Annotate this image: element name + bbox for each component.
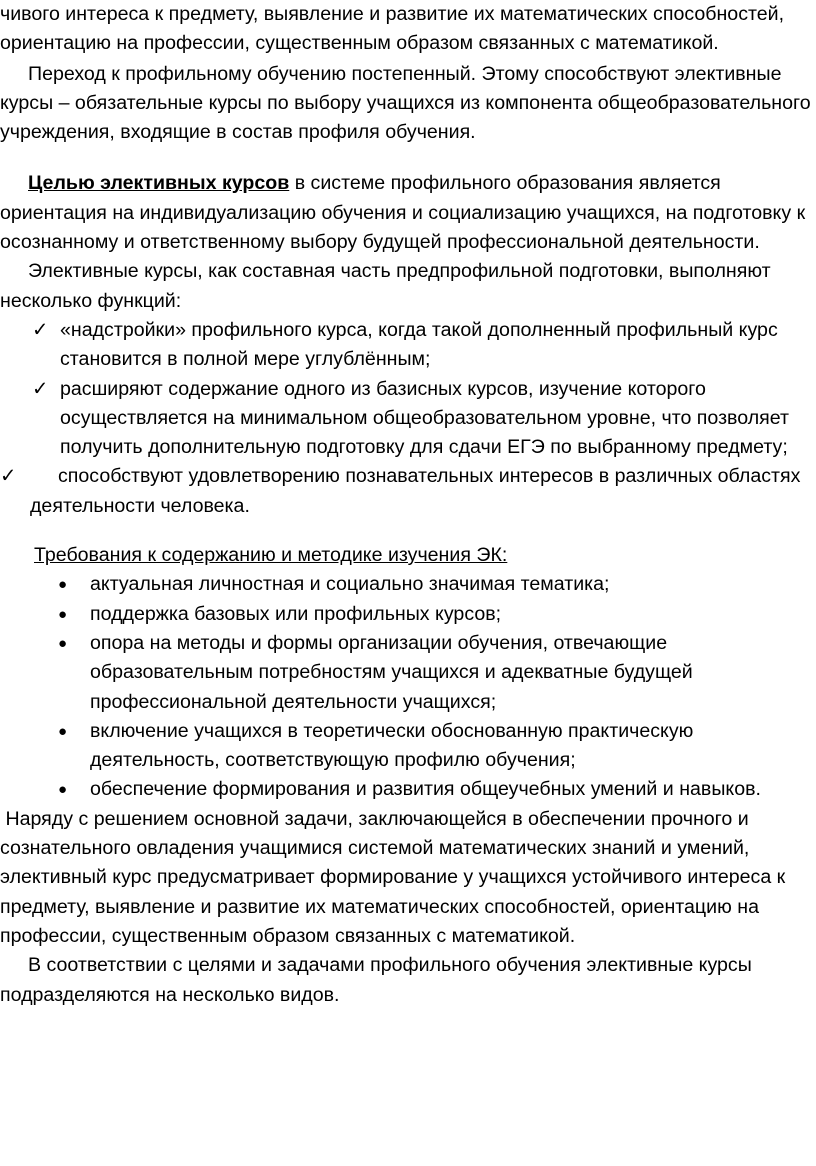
paragraph-transition: Переход к профильному обучению постепенный. Этому способствуют элективные курсы – обязательные курсы по выбору учащихся из компонента общеобразовательного учреждения, входящие в состав профиля обучения. (0, 62, 811, 144)
requirement-text: поддержка базовых или профильных курсов; (90, 602, 502, 625)
goal-lead: Целью элективных курсов (28, 172, 290, 195)
list-item (0, 775, 816, 804)
spacer (0, 521, 816, 541)
function-text: способствуют удовлетворению познавательных интересов в различных областях деятельности человека. (30, 465, 801, 517)
paragraph-alongside: Наряду с решением основной задачи, заключающейся в обеспечении прочного и сознательного овладения учащимися системой математических знаний и умений, элективный курс предусматривает формирование у учащихся устойчивого интереса к предмету, выявление и развитие их математических способностей, ориентацию на профессии, существенным образом связанных с математикой. (0, 807, 791, 947)
list-item (0, 570, 816, 599)
bullet-dot-icon: ● (58, 605, 68, 623)
requirements-heading: Требования к содержанию и методике изучения ЭК: (34, 544, 508, 567)
requirement-text: включение учащихся в теоретически обоснованную практическую деятельность, соответствующую профилю обучения; (90, 719, 694, 772)
list-item (0, 462, 816, 521)
check-mark-icon: ✓ (0, 465, 17, 488)
bullet-dot-icon: ● (58, 634, 68, 652)
functions-list (0, 316, 816, 521)
bullet-dot-icon: ● (58, 576, 68, 594)
spacer (0, 147, 816, 169)
requirements-list (0, 570, 816, 804)
bullet-dot-icon: ● (58, 781, 68, 799)
list-item (0, 717, 816, 776)
functions-intro: Элективные курсы, как составная часть предпрофильной подготовки, выполняют несколько функций: (0, 260, 771, 312)
paragraph-goal (0, 169, 816, 257)
list-item (0, 629, 816, 717)
requirement-text: обеспечение формирования и развития общеучебных умений и навыков. (90, 778, 761, 801)
function-text: расширяют содержание одного из базисных курсов, изучение которого осуществляется на минимальном общеобразовательном уровне, что позволяет получить дополнительную подготовку для сдачи ЕГЭ по выбранному предмету; (60, 377, 789, 459)
bullet-dot-icon: ● (58, 722, 68, 740)
list-item (0, 375, 816, 463)
requirement-text: опора на методы и формы организации обучения, отвечающие образовательным потребностям учащихся и адекватные будущей профессиональной деятельности учащихся; (90, 631, 693, 713)
check-mark-icon: ✓ (32, 377, 49, 400)
function-text: «надстройки» профильного курса, когда такой дополненный профильный курс становится в полной мере углублённым; (60, 318, 778, 371)
check-mark-icon: ✓ (32, 318, 49, 341)
requirement-text: актуальная личностная и социально значимая тематика; (90, 573, 610, 596)
paragraph-top: чивого интереса к предмету, выявление и развитие их математических способностей, ориентацию на профессии, существенным образом связанных с математикой. (0, 3, 785, 55)
list-item (0, 600, 816, 629)
paragraph-types: В соответствии с целями и задачами профильного обучения элективные курсы подразделяются на несколько видов. (0, 954, 752, 1006)
list-item (0, 316, 816, 375)
goal-rest: в системе профильного образования является ориентация на индивидуализацию обучения и социализацию учащихся, на подготовку к осознанному и ответственному выбору будущей профессиональной деятельности. (0, 172, 806, 254)
